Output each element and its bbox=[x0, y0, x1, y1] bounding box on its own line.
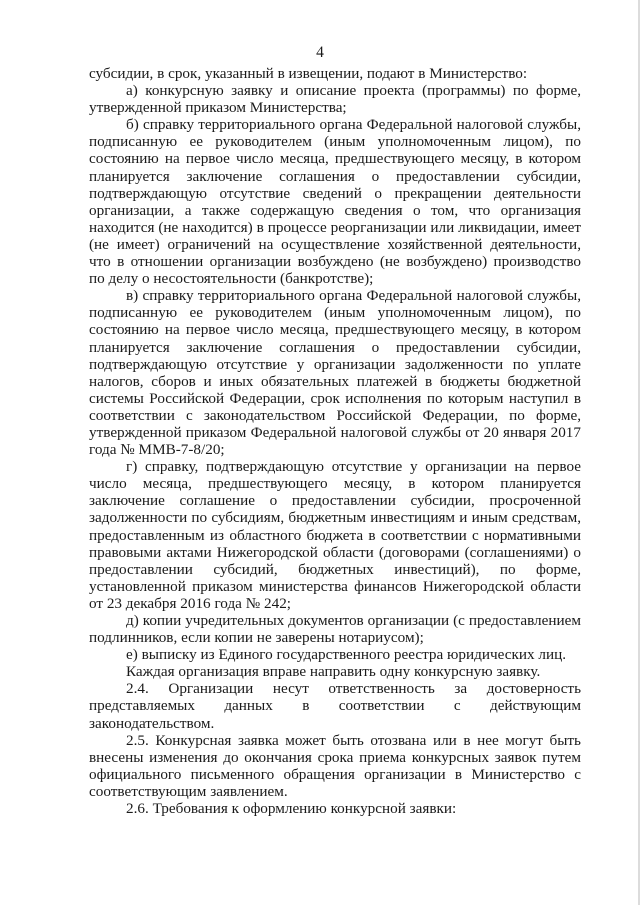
paragraph-item-g: г) справку, подтверждающую отсутствие у организации на первое число месяца, предшествующего месяцу, в котором планируется заключение соглашение о предоставлении субсидии, просроченной задолженности по субсидиям, бюджетным инвестициям и иным средствам, предоставленным из областного бюджета в соответствии с нормативными правовыми актами Нижегородской области (договорами (соглашениями) о предоставлении субсидий, бюджетных инвестиций), по форме, установленной приказом министерства финансов Нижегородской области от 23 декабря 2016 года № 242; bbox=[89, 458, 581, 612]
paragraph-intro: субсидии, в срок, указанный в извещении, подают в Министерство: bbox=[89, 65, 528, 82]
paragraph-item-e: е) выписку из Единого государственного реестра юридических лиц. bbox=[126, 646, 566, 664]
paragraph-section-2-4: 2.4. Организации несут ответственность за достоверность представляемых данных в соответствии с действующим законодательством. bbox=[89, 680, 581, 732]
paragraph-one-application: Каждая организация вправе направить одну конкурсную заявку. bbox=[126, 663, 541, 681]
paragraph-item-b: б) справку территориального органа Федеральной налоговой службы, подписанную ее руководителем (иным уполномоченным лицом), по состоянию на первое число месяца, предшествующего месяцу, в котором планируется заключение соглашения о предоставлении субсидии, подтверждающую отсутствие сведений о прекращении деятельности организации, а также содержащую сведения о том, что организация находится (не находится) в процессе реорганизации или ликвидации, имеет (не имеет) ограничений на осуществление хозяйственной деятельности, что в отношении организации возбуждено (не возбуждено) производство по делу о несостоятельности (банкротстве); bbox=[89, 116, 581, 288]
paragraph-item-v: в) справку территориального органа Федеральной налоговой службы, подписанную ее руководителем (иным уполномоченным лицом), по состоянию на первое число месяца, предшествующего месяцу, в котором планируется заключение соглашения о предоставлении субсидии, подтверждающую отсутствие у организации задолженности по уплате налогов, сборов и иных обязательных платежей в бюджеты бюджетной системы Российской Федерации, срок исполнения по которым наступил в соответствии с законодательством Российской Федерации, по форме, утвержденной приказом Федеральной налоговой службы от 20 января 2017 года № ММВ-7-8/20; bbox=[89, 287, 581, 459]
document-body bbox=[89, 65, 581, 817]
paragraph-item-a: а) конкурсную заявку и описание проекта (программы) по форме, утвержденной приказом Министерства; bbox=[89, 82, 581, 117]
paragraph-section-2-5: 2.5. Конкурсная заявка может быть отозвана или в нее могут быть внесены изменения до окончания срока приема конкурсных заявок путем официального письменного обращения организации в Министерство с соответствующим заявлением. bbox=[89, 731, 581, 800]
paragraph-section-2-6: 2.6. Требования к оформлению конкурсной заявки: bbox=[126, 800, 457, 818]
page-number: 4 bbox=[316, 44, 324, 61]
paragraph-item-d: д) копии учредительных документов организации (с предоставлением подлинников, если копии не заверены нотариусом); bbox=[89, 612, 581, 647]
